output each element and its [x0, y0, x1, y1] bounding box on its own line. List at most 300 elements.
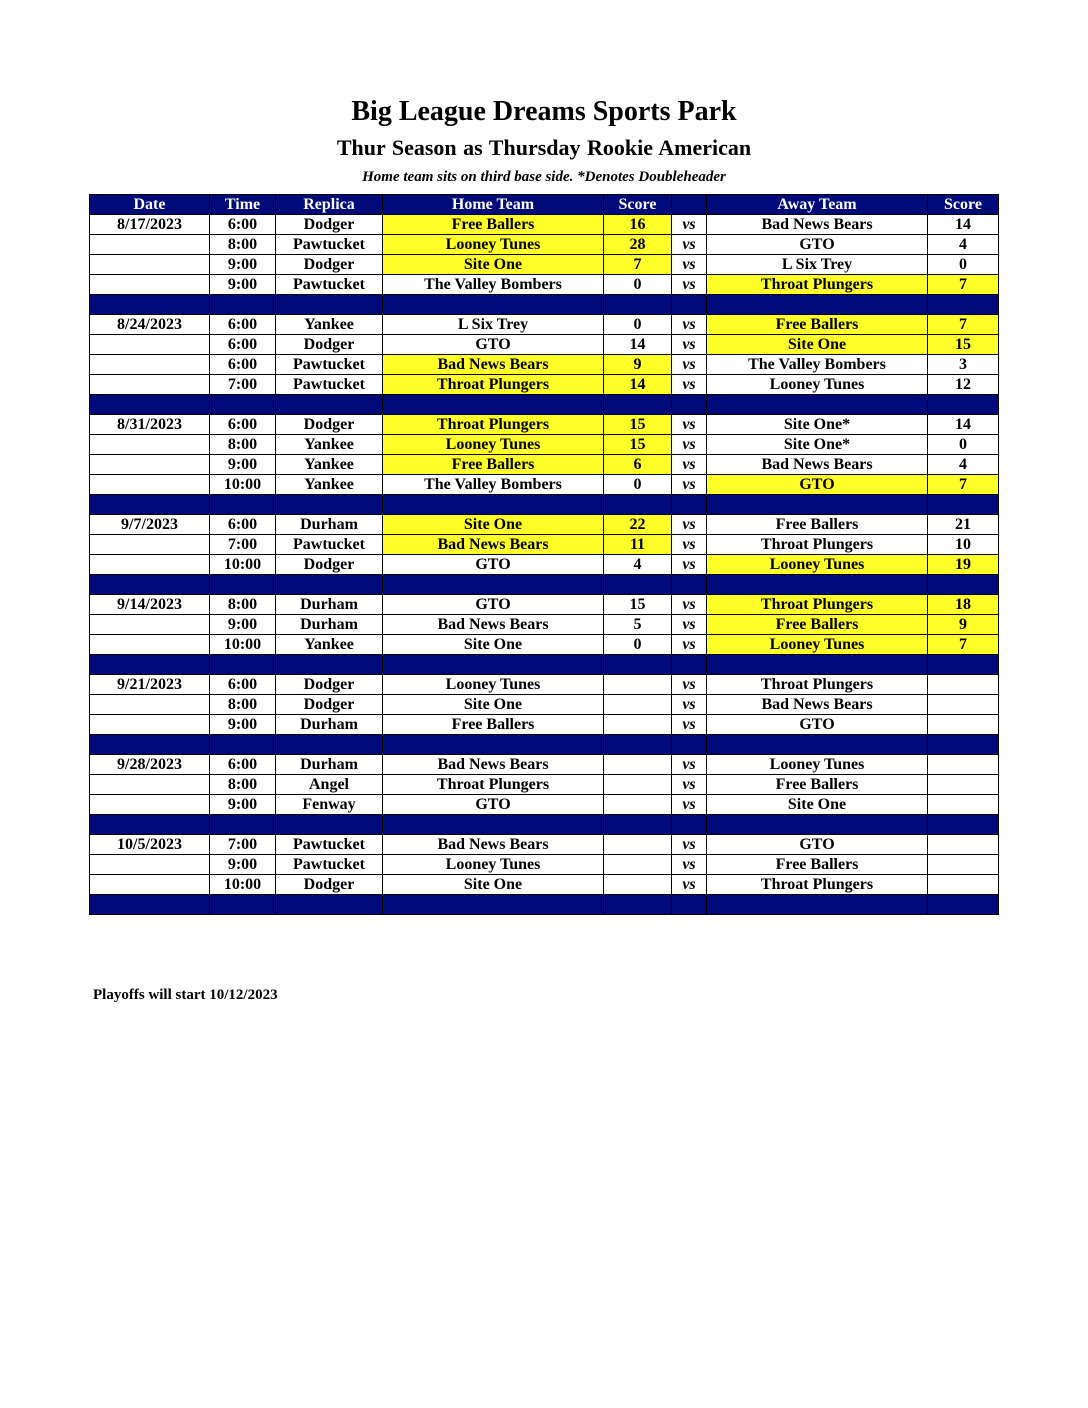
separator-cell [604, 575, 672, 595]
away-team: Free Ballers [707, 515, 928, 535]
away-team: Site One [707, 335, 928, 355]
game-time: 6:00 [210, 515, 276, 535]
separator-cell [210, 735, 276, 755]
game-replica: Yankee [276, 435, 383, 455]
game-time: 6:00 [210, 355, 276, 375]
game-row [90, 435, 999, 455]
separator-cell [90, 735, 210, 755]
separator-cell [707, 655, 928, 675]
game-replica: Dodger [276, 255, 383, 275]
vs-label: vs [672, 775, 707, 795]
home-score: 28 [604, 235, 672, 255]
home-team: Looney Tunes [383, 675, 604, 695]
separator-cell [928, 815, 999, 835]
away-score: 4 [928, 455, 999, 475]
home-score [604, 795, 672, 815]
away-team: Free Ballers [707, 855, 928, 875]
game-replica: Durham [276, 755, 383, 775]
separator-cell [707, 395, 928, 415]
separator-cell [672, 395, 707, 415]
vs-label: vs [672, 835, 707, 855]
away-team: GTO [707, 835, 928, 855]
separator-cell [707, 575, 928, 595]
game-date: 8/31/2023 [90, 415, 210, 435]
game-row [90, 515, 999, 535]
vs-label: vs [672, 855, 707, 875]
separator-cell [604, 495, 672, 515]
vs-label: vs [672, 235, 707, 255]
game-time: 6:00 [210, 335, 276, 355]
game-time: 6:00 [210, 755, 276, 775]
home-team: Looney Tunes [383, 855, 604, 875]
away-team: Throat Plungers [707, 275, 928, 295]
home-team: The Valley Bombers [383, 275, 604, 295]
home-team: Bad News Bears [383, 615, 604, 635]
separator-cell [604, 655, 672, 675]
separator-cell [672, 655, 707, 675]
separator-cell [604, 895, 672, 915]
game-date [90, 535, 210, 555]
home-score [604, 755, 672, 775]
separator-cell [707, 735, 928, 755]
separator-cell [210, 395, 276, 415]
separator-cell [604, 735, 672, 755]
game-row [90, 675, 999, 695]
game-date [90, 375, 210, 395]
header-row [90, 195, 999, 215]
separator-cell [90, 815, 210, 835]
vs-label: vs [672, 615, 707, 635]
home-team: Free Ballers [383, 715, 604, 735]
home-score: 14 [604, 375, 672, 395]
game-row [90, 415, 999, 435]
game-replica: Pawtucket [276, 355, 383, 375]
away-team: Looney Tunes [707, 755, 928, 775]
separator-cell [276, 655, 383, 675]
away-score [928, 695, 999, 715]
game-date: 8/17/2023 [90, 215, 210, 235]
game-date [90, 235, 210, 255]
game-replica: Dodger [276, 335, 383, 355]
away-score [928, 835, 999, 855]
game-replica: Dodger [276, 415, 383, 435]
week-separator [90, 655, 999, 675]
vs-label: vs [672, 555, 707, 575]
game-date [90, 355, 210, 375]
schedule-note: Home team sits on third base side. *Denotes Doubleheader [362, 169, 726, 185]
separator-cell [383, 575, 604, 595]
game-row [90, 855, 999, 875]
away-team: Bad News Bears [707, 695, 928, 715]
game-date [90, 275, 210, 295]
separator-cell [210, 815, 276, 835]
separator-cell [928, 895, 999, 915]
separator-cell [928, 295, 999, 315]
game-date: 8/24/2023 [90, 315, 210, 335]
game-row [90, 695, 999, 715]
separator-cell [672, 295, 707, 315]
game-row [90, 875, 999, 895]
game-row [90, 795, 999, 815]
game-row [90, 615, 999, 635]
home-score [604, 675, 672, 695]
home-team: Throat Plungers [383, 775, 604, 795]
schedule-table [89, 194, 999, 915]
home-team: Site One [383, 875, 604, 895]
vs-label: vs [672, 455, 707, 475]
vs-label: vs [672, 215, 707, 235]
separator-cell [276, 575, 383, 595]
home-score: 15 [604, 595, 672, 615]
game-time: 8:00 [210, 595, 276, 615]
col-home-score: Score [604, 195, 672, 215]
separator-cell [383, 735, 604, 755]
game-date: 9/14/2023 [90, 595, 210, 615]
week-separator [90, 295, 999, 315]
home-score: 11 [604, 535, 672, 555]
home-team: Free Ballers [383, 455, 604, 475]
away-score [928, 875, 999, 895]
game-row [90, 455, 999, 475]
vs-label: vs [672, 355, 707, 375]
home-team: Bad News Bears [383, 355, 604, 375]
separator-cell [90, 655, 210, 675]
game-time: 7:00 [210, 535, 276, 555]
separator-cell [383, 815, 604, 835]
vs-label: vs [672, 635, 707, 655]
vs-label: vs [672, 475, 707, 495]
away-score: 0 [928, 435, 999, 455]
home-score: 22 [604, 515, 672, 535]
game-date [90, 875, 210, 895]
separator-cell [90, 575, 210, 595]
home-team: Bad News Bears [383, 535, 604, 555]
home-team: The Valley Bombers [383, 475, 604, 495]
vs-label: vs [672, 315, 707, 335]
away-team: Site One* [707, 435, 928, 455]
home-score [604, 835, 672, 855]
game-date [90, 435, 210, 455]
away-score: 14 [928, 415, 999, 435]
away-team: Throat Plungers [707, 535, 928, 555]
separator-cell [90, 895, 210, 915]
home-team: Bad News Bears [383, 755, 604, 775]
separator-cell [90, 395, 210, 415]
game-replica: Dodger [276, 875, 383, 895]
home-score: 15 [604, 415, 672, 435]
game-time: 6:00 [210, 415, 276, 435]
home-team: Throat Plungers [383, 415, 604, 435]
home-score: 14 [604, 335, 672, 355]
separator-cell [707, 815, 928, 835]
home-score: 15 [604, 435, 672, 455]
game-date: 9/28/2023 [90, 755, 210, 775]
separator-cell [707, 895, 928, 915]
game-date [90, 775, 210, 795]
home-team: Site One [383, 515, 604, 535]
separator-cell [276, 295, 383, 315]
game-replica: Yankee [276, 455, 383, 475]
home-score: 16 [604, 215, 672, 235]
game-date [90, 615, 210, 635]
away-score: 12 [928, 375, 999, 395]
separator-cell [672, 495, 707, 515]
game-date: 9/21/2023 [90, 675, 210, 695]
vs-label: vs [672, 795, 707, 815]
separator-cell [383, 295, 604, 315]
separator-cell [672, 735, 707, 755]
game-date: 10/5/2023 [90, 835, 210, 855]
week-separator [90, 495, 999, 515]
away-score [928, 675, 999, 695]
page-subtitle: Thur Season as Thursday Rookie American [336, 135, 752, 160]
separator-cell [210, 295, 276, 315]
vs-label: vs [672, 675, 707, 695]
home-score: 0 [604, 635, 672, 655]
separator-cell [210, 575, 276, 595]
game-row [90, 755, 999, 775]
away-score [928, 715, 999, 735]
away-team: Free Ballers [707, 315, 928, 335]
vs-label: vs [672, 335, 707, 355]
game-row [90, 355, 999, 375]
game-replica: Pawtucket [276, 835, 383, 855]
game-time: 8:00 [210, 695, 276, 715]
vs-label: vs [672, 875, 707, 895]
game-replica: Pawtucket [276, 275, 383, 295]
separator-cell [276, 495, 383, 515]
game-row [90, 275, 999, 295]
game-time: 9:00 [210, 855, 276, 875]
separator-cell [604, 395, 672, 415]
away-score: 15 [928, 335, 999, 355]
away-score: 7 [928, 315, 999, 335]
week-separator [90, 575, 999, 595]
col-vs [672, 195, 707, 215]
separator-cell [383, 395, 604, 415]
game-row [90, 215, 999, 235]
home-score [604, 855, 672, 875]
game-replica: Durham [276, 595, 383, 615]
game-date: 9/7/2023 [90, 515, 210, 535]
playoffs-note: Playoffs will start 10/12/2023 [93, 987, 278, 1003]
home-score [604, 695, 672, 715]
game-row [90, 715, 999, 735]
away-score: 19 [928, 555, 999, 575]
home-score [604, 875, 672, 895]
game-row [90, 235, 999, 255]
away-score: 14 [928, 215, 999, 235]
game-time: 10:00 [210, 475, 276, 495]
away-team: Free Ballers [707, 615, 928, 635]
separator-cell [383, 655, 604, 675]
game-time: 8:00 [210, 435, 276, 455]
game-row [90, 255, 999, 275]
separator-cell [383, 495, 604, 515]
vs-label: vs [672, 415, 707, 435]
vs-label: vs [672, 435, 707, 455]
away-score [928, 755, 999, 775]
home-team: Free Ballers [383, 215, 604, 235]
separator-cell [210, 895, 276, 915]
away-score: 7 [928, 475, 999, 495]
game-replica: Pawtucket [276, 375, 383, 395]
away-score [928, 775, 999, 795]
game-row [90, 775, 999, 795]
game-replica: Dodger [276, 215, 383, 235]
separator-cell [928, 575, 999, 595]
week-separator [90, 895, 999, 915]
col-home-team: Home Team [383, 195, 604, 215]
game-replica: Pawtucket [276, 235, 383, 255]
away-score: 7 [928, 635, 999, 655]
col-time: Time [210, 195, 276, 215]
game-time: 10:00 [210, 555, 276, 575]
separator-cell [928, 395, 999, 415]
separator-cell [928, 495, 999, 515]
separator-cell [276, 395, 383, 415]
away-team: Throat Plungers [707, 675, 928, 695]
home-score: 9 [604, 355, 672, 375]
game-date [90, 855, 210, 875]
separator-cell [90, 495, 210, 515]
home-team: GTO [383, 595, 604, 615]
game-time: 10:00 [210, 635, 276, 655]
game-row [90, 335, 999, 355]
week-separator [90, 395, 999, 415]
game-time: 6:00 [210, 315, 276, 335]
home-score: 5 [604, 615, 672, 635]
separator-cell [276, 815, 383, 835]
game-replica: Pawtucket [276, 855, 383, 875]
game-time: 8:00 [210, 235, 276, 255]
home-team: GTO [383, 555, 604, 575]
away-score: 7 [928, 275, 999, 295]
col-date: Date [90, 195, 210, 215]
vs-label: vs [672, 515, 707, 535]
away-score: 0 [928, 255, 999, 275]
home-team: Site One [383, 695, 604, 715]
game-row [90, 835, 999, 855]
game-replica: Angel [276, 775, 383, 795]
game-time: 9:00 [210, 795, 276, 815]
home-score: 7 [604, 255, 672, 275]
game-time: 9:00 [210, 715, 276, 735]
game-replica: Yankee [276, 475, 383, 495]
home-score: 0 [604, 275, 672, 295]
week-separator [90, 735, 999, 755]
home-team: Site One [383, 635, 604, 655]
home-score: 4 [604, 555, 672, 575]
game-time: 7:00 [210, 375, 276, 395]
home-team: Bad News Bears [383, 835, 604, 855]
vs-label: vs [672, 275, 707, 295]
game-time: 10:00 [210, 875, 276, 895]
away-team: L Six Trey [707, 255, 928, 275]
separator-cell [383, 895, 604, 915]
week-separator [90, 815, 999, 835]
away-team: Free Ballers [707, 775, 928, 795]
game-replica: Durham [276, 715, 383, 735]
game-date [90, 555, 210, 575]
separator-cell [210, 495, 276, 515]
vs-label: vs [672, 535, 707, 555]
away-team: Looney Tunes [707, 555, 928, 575]
game-replica: Yankee [276, 635, 383, 655]
game-time: 9:00 [210, 275, 276, 295]
vs-label: vs [672, 715, 707, 735]
col-away-score: Score [928, 195, 999, 215]
separator-cell [672, 575, 707, 595]
away-team: Bad News Bears [707, 455, 928, 475]
home-team: Looney Tunes [383, 435, 604, 455]
game-date [90, 695, 210, 715]
game-replica: Dodger [276, 695, 383, 715]
game-row [90, 535, 999, 555]
game-row [90, 475, 999, 495]
away-team: Throat Plungers [707, 595, 928, 615]
game-row [90, 595, 999, 615]
game-replica: Pawtucket [276, 535, 383, 555]
away-score [928, 795, 999, 815]
away-score: 21 [928, 515, 999, 535]
game-replica: Durham [276, 515, 383, 535]
col-replica: Replica [276, 195, 383, 215]
home-team: Site One [383, 255, 604, 275]
game-time: 9:00 [210, 255, 276, 275]
away-team: The Valley Bombers [707, 355, 928, 375]
away-team: GTO [707, 475, 928, 495]
game-date [90, 255, 210, 275]
game-row [90, 555, 999, 575]
separator-cell [276, 895, 383, 915]
separator-cell [210, 655, 276, 675]
separator-cell [604, 295, 672, 315]
game-replica: Durham [276, 615, 383, 635]
game-replica: Yankee [276, 315, 383, 335]
vs-label: vs [672, 695, 707, 715]
separator-cell [707, 295, 928, 315]
separator-cell [276, 735, 383, 755]
game-date [90, 715, 210, 735]
home-score: 6 [604, 455, 672, 475]
vs-label: vs [672, 755, 707, 775]
separator-cell [604, 815, 672, 835]
game-time: 9:00 [210, 615, 276, 635]
home-team: Throat Plungers [383, 375, 604, 395]
home-score: 0 [604, 475, 672, 495]
separator-cell [928, 735, 999, 755]
game-replica: Dodger [276, 675, 383, 695]
separator-cell [707, 495, 928, 515]
separator-cell [672, 815, 707, 835]
game-row [90, 375, 999, 395]
away-score: 10 [928, 535, 999, 555]
game-date [90, 635, 210, 655]
game-date [90, 335, 210, 355]
game-time: 7:00 [210, 835, 276, 855]
game-replica: Dodger [276, 555, 383, 575]
vs-label: vs [672, 375, 707, 395]
game-date [90, 795, 210, 815]
game-time: 6:00 [210, 675, 276, 695]
separator-cell [90, 295, 210, 315]
page-title: Big League Dreams Sports Park [351, 96, 737, 127]
away-team: Bad News Bears [707, 215, 928, 235]
game-time: 8:00 [210, 775, 276, 795]
home-score [604, 775, 672, 795]
col-away-team: Away Team [707, 195, 928, 215]
